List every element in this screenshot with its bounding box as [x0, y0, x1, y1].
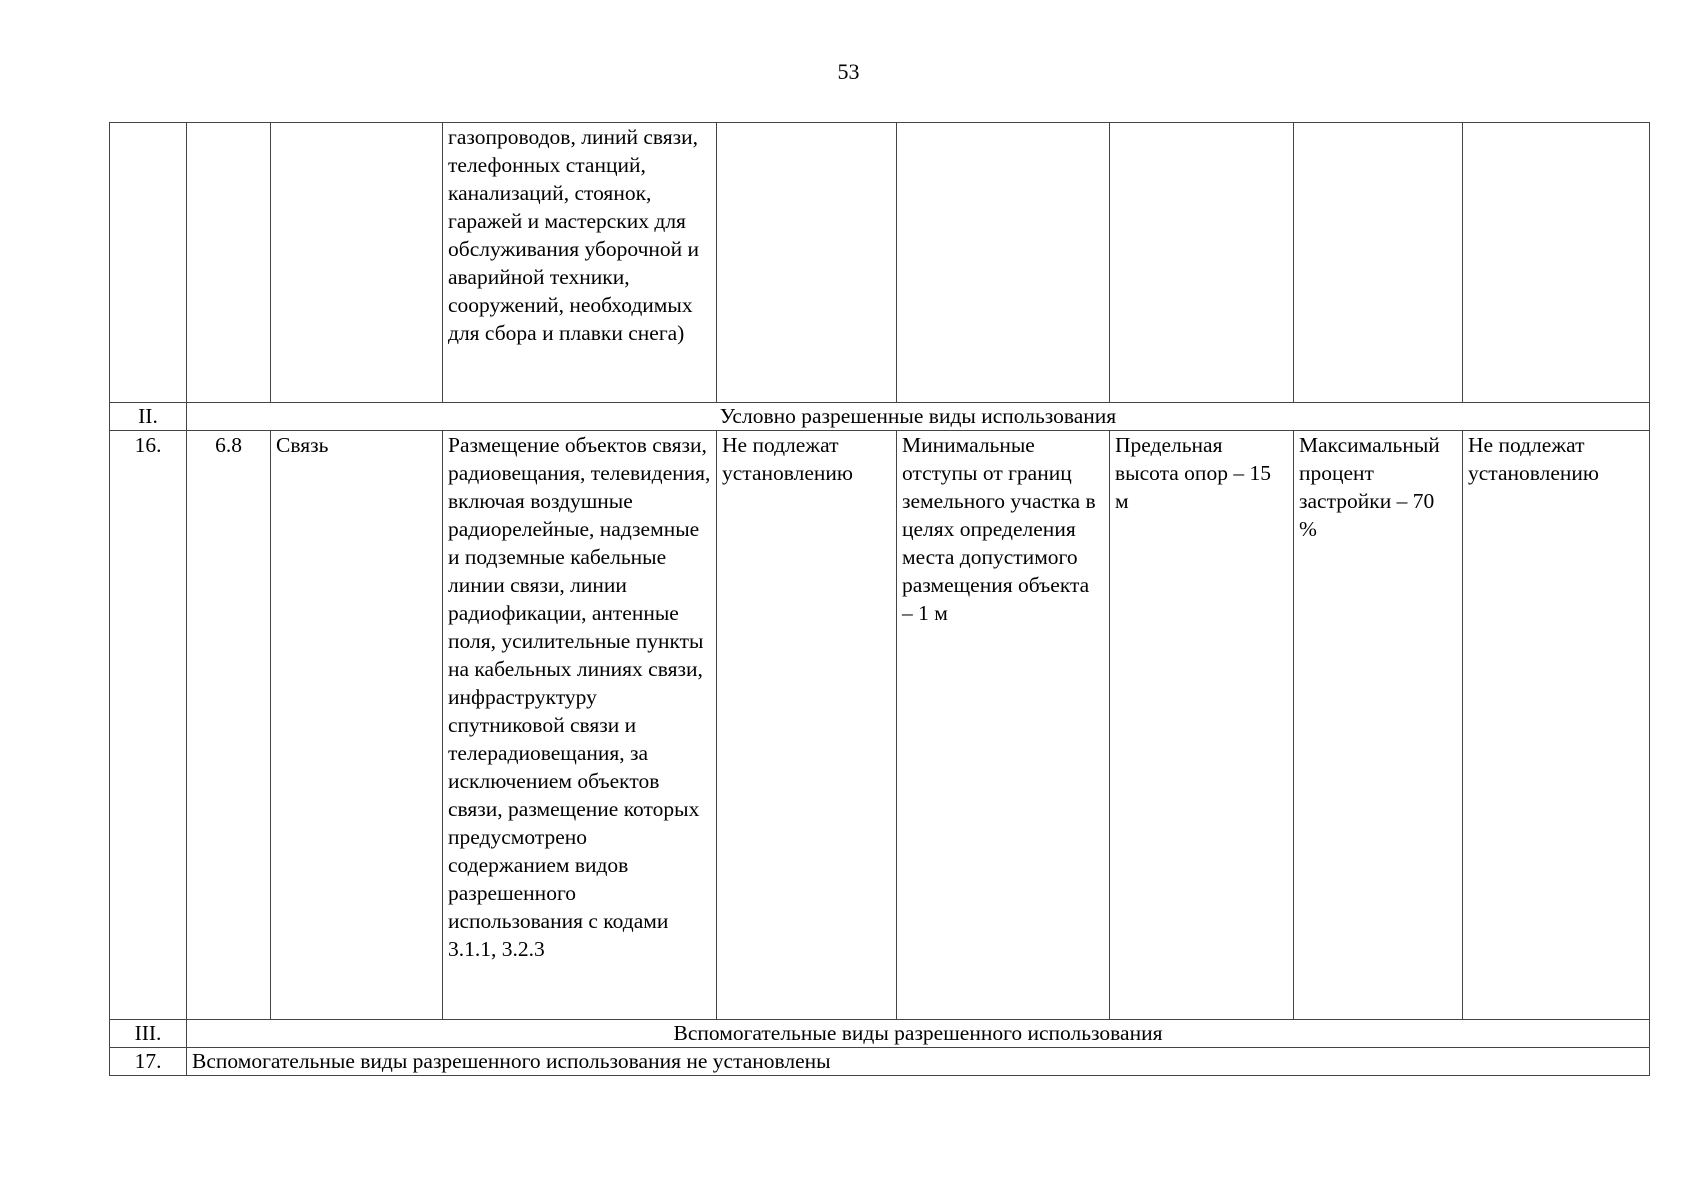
cell-description: Размещение объектов связи, радиовещания, телевидения, включая воздушные радиорелейные, надземные и подземные кабельные линии связи, линии радиофикации, антенные поля, усилительные пункты на кабельных линиях связи, инфраструктуру спутниковой связи и телерадиовещания, за исключением объектов связи, размещение которых предусмотрено содержанием видов разрешенного использования с кодами 3.1.1, 3.2.3 — [443, 431, 717, 1020]
table-row-16 — [110, 431, 1650, 1020]
cell-plot-size — [717, 123, 897, 403]
page-number: 53 — [837, 59, 860, 84]
continued-row — [110, 123, 1650, 403]
cell-number: 16. — [110, 431, 187, 1020]
land-use-table — [109, 122, 1650, 1076]
cell-name — [271, 123, 443, 403]
section-number: II. — [110, 403, 187, 431]
cell-other: Не подлежат установлению — [1463, 431, 1650, 1020]
cell-coverage: Максимальный процент застройки – 70 % — [1294, 431, 1463, 1020]
cell-coverage — [1294, 123, 1463, 403]
cell-number: 17. — [110, 1048, 187, 1076]
cell-description: газопроводов, линий связи, телефонных станций, канализаций, стоянок, гаражей и мастерских для обслуживания уборочной и аварийной техники, сооружений, необходимых для сбора и плавки снега) — [443, 123, 717, 403]
cell-plot-size: Не подлежат установлению — [717, 431, 897, 1020]
cell-note: Вспомогательные виды разрешенного использования не установлены — [187, 1048, 1650, 1076]
cell-name: Связь — [271, 431, 443, 1020]
cell-other — [1463, 123, 1650, 403]
cell-height: Предельная высота опор – 15 м — [1110, 431, 1294, 1020]
section-row-2 — [110, 403, 1650, 431]
section-title: Вспомогательные виды разрешенного использования — [187, 1020, 1650, 1048]
section-row-3 — [110, 1020, 1650, 1048]
cell-height — [1110, 123, 1294, 403]
cell-code: 6.8 — [187, 431, 271, 1020]
table-row-17 — [110, 1048, 1650, 1076]
cell-setbacks: Минимальные отступы от границ земельного участка в целях определения места допустимого размещения объекта – 1 м — [897, 431, 1110, 1020]
section-number: III. — [110, 1020, 187, 1048]
cell-number — [110, 123, 187, 403]
section-title: Условно разрешенные виды использования — [187, 403, 1650, 431]
cell-setbacks — [897, 123, 1110, 403]
cell-code — [187, 123, 271, 403]
